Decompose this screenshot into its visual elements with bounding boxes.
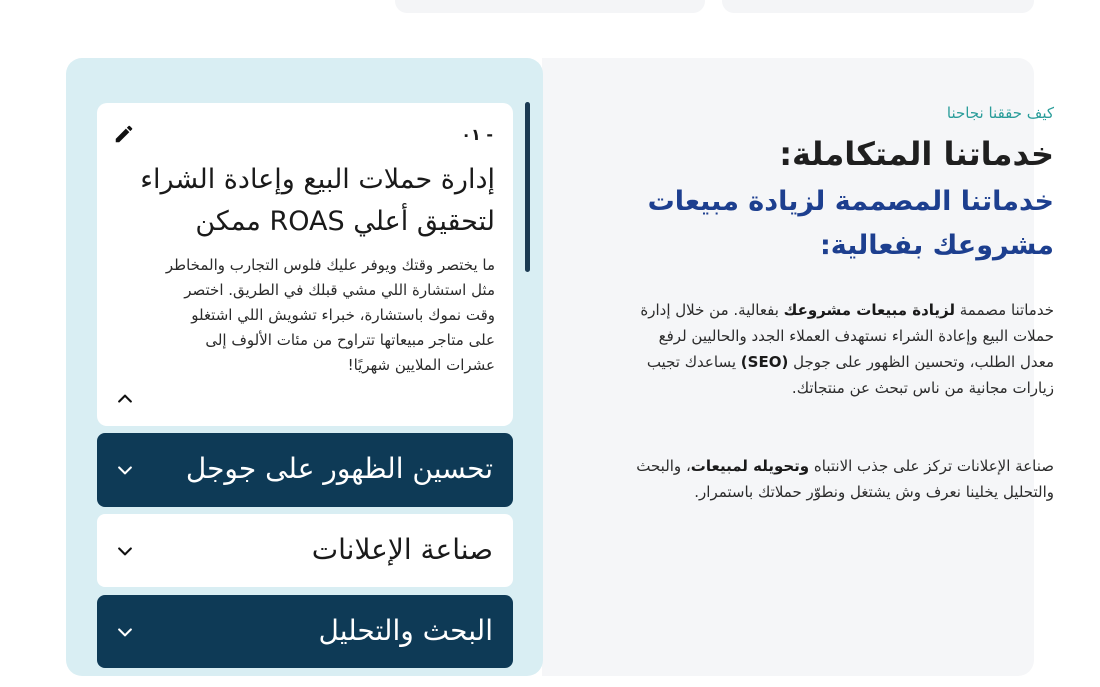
accordion-item-description: ما يختصر وقتك ويوفر عليك فلوس التجارب والمخاطر مثل استشارة اللي مشي قبلك في الطريق. اختصر وقت نموك باستشارة، خبراء تشويش اللي اشتغلو على متاجر مبيعاتها تتراوح من مئات الألوف إلى عشرات الملايين شهريًا!: [165, 256, 495, 374]
chevron-up-icon[interactable]: [115, 389, 135, 409]
services-paragraph-2: صناعة الإعلانات تركز على جذب الانتباه وتحويله لمبيعات، والبحث والتحليل يخلينا نعرف وش يشتغل ونطوّر حملاتك باستمرار.: [636, 457, 1054, 501]
accordion-item-research[interactable]: [97, 595, 513, 668]
services-paragraph-1: خدماتنا مصممة لزيادة مبيعات مشروعك بفعالية. من خلال إدارة حملات البيع وإعادة الشراء نستهدف العملاء الجدد والحاليين لرفع معدل الطلب، وتحسين الظهور على جوجل (SEO) يساعدك تجيب زيارات مجانية من ناس تبحث عن منتجاتك.: [640, 301, 1054, 397]
pencil-icon: [113, 123, 135, 145]
accordion-item-title: إدارة حملات البيع وإعادة الشراء لتحقيق أعلي ROAS ممكن: [140, 164, 495, 237]
accordion-item-label: تحسين الظهور على جوجل: [185, 452, 493, 485]
top-card-left: [395, 0, 705, 13]
chevron-down-icon[interactable]: [115, 541, 135, 561]
section-heading: خدماتنا المتكاملة:: [779, 135, 1054, 173]
accordion-item-label: البحث والتحليل: [318, 614, 493, 647]
accordion-scrollbar[interactable]: [525, 102, 530, 272]
top-card-right: [722, 0, 1034, 13]
section-eyebrow: كيف حققنا نجاحنا: [946, 104, 1054, 122]
section-subheading: خدماتنا المصممة لزيادة مبيعات مشروعك بفعالية:: [647, 186, 1054, 261]
accordion-item-seo[interactable]: [97, 433, 513, 507]
accordion-item-ads[interactable]: [97, 514, 513, 587]
item-number: - ٠١: [461, 125, 493, 144]
chevron-down-icon[interactable]: [115, 622, 135, 642]
chevron-down-icon[interactable]: [115, 460, 135, 480]
accordion-item-label: صناعة الإعلانات: [311, 533, 493, 566]
accordion-item-campaigns[interactable]: [97, 103, 513, 426]
